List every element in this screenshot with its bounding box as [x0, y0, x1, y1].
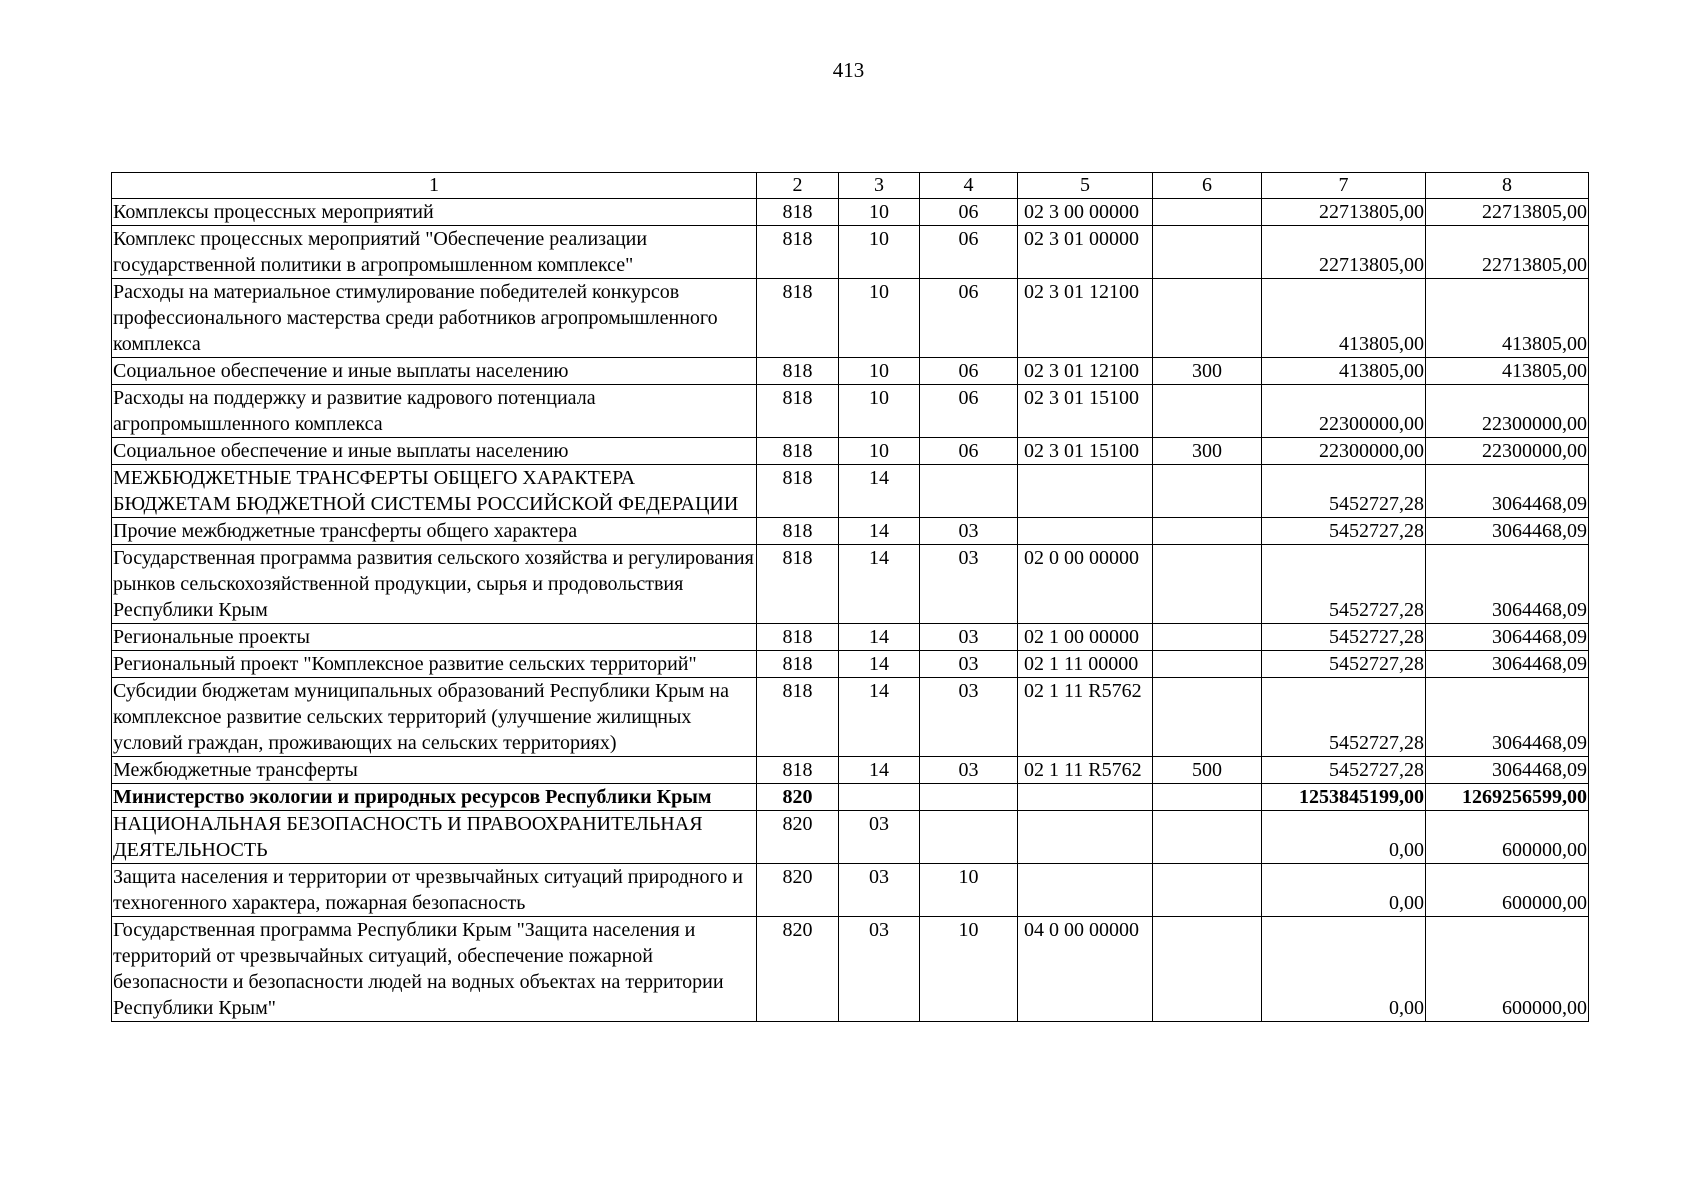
table-row [112, 358, 1589, 385]
target-article-cell: 02 3 00 00000 [1018, 199, 1153, 226]
expense-type-cell [1153, 226, 1262, 279]
row-name-cell: Прочие межбюджетные трансферты общего характера [112, 518, 757, 545]
expense-type-cell: 300 [1153, 438, 1262, 465]
subsection-cell: 03 [920, 678, 1018, 757]
section-cell: 10 [839, 358, 920, 385]
target-article-cell: 02 1 11 00000 [1018, 651, 1153, 678]
target-article-cell: 02 1 00 00000 [1018, 624, 1153, 651]
amount-year2-cell: 3064468,09 [1426, 651, 1589, 678]
amount-year2-cell: 3064468,09 [1426, 545, 1589, 624]
column-header: 4 [920, 173, 1018, 199]
expense-type-cell [1153, 784, 1262, 811]
expense-type-cell [1153, 917, 1262, 1022]
section-cell: 14 [839, 465, 920, 518]
admin-code-cell: 818 [757, 757, 839, 784]
admin-code-cell: 818 [757, 651, 839, 678]
amount-year2-cell: 22713805,00 [1426, 226, 1589, 279]
page-number: 413 [832, 58, 865, 82]
subsection-cell: 10 [920, 917, 1018, 1022]
target-article-cell: 02 3 01 15100 [1018, 385, 1153, 438]
row-name-cell: НАЦИОНАЛЬНАЯ БЕЗОПАСНОСТЬ И ПРАВООХРАНИТЕЛЬНАЯ ДЕЯТЕЛЬНОСТЬ [112, 811, 757, 864]
subsection-cell: 06 [920, 358, 1018, 385]
admin-code-cell: 820 [757, 917, 839, 1022]
row-name-cell: Субсидии бюджетам муниципальных образований Республики Крым на комплексное развитие сельских территорий (улучшение жилищных условий граждан, проживающих на сельских территориях) [112, 678, 757, 757]
admin-code-cell: 818 [757, 226, 839, 279]
column-header: 2 [757, 173, 839, 199]
row-name-cell: Комплексы процессных мероприятий [112, 199, 757, 226]
target-article-cell: 02 3 01 00000 [1018, 226, 1153, 279]
target-article-cell [1018, 811, 1153, 864]
table-row [112, 651, 1589, 678]
target-article-cell: 02 1 11 R5762 [1018, 678, 1153, 757]
amount-year1-cell: 5452727,28 [1262, 624, 1426, 651]
subsection-cell: 03 [920, 651, 1018, 678]
amount-year2-cell: 600000,00 [1426, 864, 1589, 917]
admin-code-cell: 820 [757, 784, 839, 811]
expense-type-cell [1153, 465, 1262, 518]
table-row [112, 917, 1589, 1022]
column-header: 3 [839, 173, 920, 199]
subsection-cell: 06 [920, 438, 1018, 465]
subsection-cell: 06 [920, 385, 1018, 438]
section-cell: 10 [839, 226, 920, 279]
section-cell: 10 [839, 279, 920, 358]
row-name-cell: Социальное обеспечение и иные выплаты населению [112, 438, 757, 465]
column-header: 7 [1262, 173, 1426, 199]
subsection-cell [920, 811, 1018, 864]
expense-type-cell [1153, 651, 1262, 678]
subsection-cell [920, 784, 1018, 811]
section-cell: 10 [839, 385, 920, 438]
admin-code-cell: 818 [757, 358, 839, 385]
expense-type-cell: 300 [1153, 358, 1262, 385]
subsection-cell: 06 [920, 279, 1018, 358]
admin-code-cell: 818 [757, 438, 839, 465]
target-article-cell [1018, 784, 1153, 811]
target-article-cell [1018, 518, 1153, 545]
expense-type-cell: 500 [1153, 757, 1262, 784]
row-name-cell: Государственная программа Республики Крым "Защита населения и территорий от чрезвычайных ситуаций, обеспечение пожарной безопасности и безопасности людей на водных объектах на территории Республики Крым" [112, 917, 757, 1022]
column-header: 6 [1153, 173, 1262, 199]
table-row [112, 811, 1589, 864]
amount-year2-cell: 3064468,09 [1426, 624, 1589, 651]
target-article-cell: 02 3 01 12100 [1018, 358, 1153, 385]
amount-year1-cell: 413805,00 [1262, 358, 1426, 385]
section-cell [839, 784, 920, 811]
amount-year1-cell: 413805,00 [1262, 279, 1426, 358]
table-row [112, 518, 1589, 545]
table-row [112, 199, 1589, 226]
row-name-cell: Защита населения и территории от чрезвычайных ситуаций природного и техногенного характера, пожарная безопасность [112, 864, 757, 917]
row-name-cell: Комплекс процессных мероприятий "Обеспечение реализации государственной политики в агропромышленном комплексе" [112, 226, 757, 279]
amount-year2-cell: 413805,00 [1426, 279, 1589, 358]
row-name-cell: Межбюджетные трансферты [112, 757, 757, 784]
section-cell: 14 [839, 624, 920, 651]
row-name-cell: Расходы на материальное стимулирование победителей конкурсов профессионального мастерства среди работников агропромышленного комплекса [112, 279, 757, 358]
expense-type-cell [1153, 279, 1262, 358]
subsection-cell: 10 [920, 864, 1018, 917]
amount-year1-cell: 22713805,00 [1262, 199, 1426, 226]
section-cell: 03 [839, 811, 920, 864]
column-header: 1 [112, 173, 757, 199]
subsection-cell: 06 [920, 199, 1018, 226]
target-article-cell: 02 3 01 12100 [1018, 279, 1153, 358]
expense-type-cell [1153, 811, 1262, 864]
section-cell: 14 [839, 518, 920, 545]
amount-year1-cell: 5452727,28 [1262, 757, 1426, 784]
section-cell: 03 [839, 864, 920, 917]
table-row [112, 385, 1589, 438]
table-row [112, 438, 1589, 465]
admin-code-cell: 818 [757, 279, 839, 358]
expense-type-cell [1153, 864, 1262, 917]
row-name-cell: Региональный проект "Комплексное развитие сельских территорий" [112, 651, 757, 678]
subsection-cell: 03 [920, 624, 1018, 651]
amount-year1-cell: 0,00 [1262, 864, 1426, 917]
target-article-cell: 02 3 01 15100 [1018, 438, 1153, 465]
subsection-cell [920, 465, 1018, 518]
amount-year1-cell: 22300000,00 [1262, 385, 1426, 438]
table-row [112, 757, 1589, 784]
section-cell: 14 [839, 757, 920, 784]
expense-type-cell [1153, 624, 1262, 651]
table-row [112, 465, 1589, 518]
table-row [112, 226, 1589, 279]
subsection-cell: 03 [920, 518, 1018, 545]
admin-code-cell: 820 [757, 811, 839, 864]
amount-year1-cell: 0,00 [1262, 917, 1426, 1022]
row-name-cell: Социальное обеспечение и иные выплаты населению [112, 358, 757, 385]
table-header-row [112, 173, 1589, 199]
section-cell: 10 [839, 438, 920, 465]
admin-code-cell: 818 [757, 545, 839, 624]
section-cell: 10 [839, 199, 920, 226]
amount-year2-cell: 600000,00 [1426, 917, 1589, 1022]
amount-year2-cell: 22300000,00 [1426, 438, 1589, 465]
table-row [112, 864, 1589, 917]
row-name-cell: Государственная программа развития сельского хозяйства и регулирования рынков сельскохозяйственной продукции, сырья и продовольствия Республики Крым [112, 545, 757, 624]
admin-code-cell: 818 [757, 624, 839, 651]
table-row [112, 624, 1589, 651]
row-name-cell: Расходы на поддержку и развитие кадрового потенциала агропромышленного комплекса [112, 385, 757, 438]
target-article-cell: 02 0 00 00000 [1018, 545, 1153, 624]
amount-year2-cell: 600000,00 [1426, 811, 1589, 864]
subsection-cell: 03 [920, 757, 1018, 784]
amount-year1-cell: 5452727,28 [1262, 651, 1426, 678]
section-cell: 14 [839, 678, 920, 757]
table-row [112, 678, 1589, 757]
subsection-cell: 03 [920, 545, 1018, 624]
table-row [112, 279, 1589, 358]
section-cell: 03 [839, 917, 920, 1022]
subsection-cell: 06 [920, 226, 1018, 279]
admin-code-cell: 820 [757, 864, 839, 917]
admin-code-cell: 818 [757, 518, 839, 545]
target-article-cell [1018, 465, 1153, 518]
expense-type-cell [1153, 678, 1262, 757]
row-name-cell: МЕЖБЮДЖЕТНЫЕ ТРАНСФЕРТЫ ОБЩЕГО ХАРАКТЕРА БЮДЖЕТАМ БЮДЖЕТНОЙ СИСТЕМЫ РОССИЙСКОЙ ФЕДЕРАЦИИ [112, 465, 757, 518]
section-cell: 14 [839, 651, 920, 678]
amount-year1-cell: 22300000,00 [1262, 438, 1426, 465]
amount-year1-cell: 5452727,28 [1262, 518, 1426, 545]
column-header: 5 [1018, 173, 1153, 199]
amount-year1-cell: 1253845199,00 [1262, 784, 1426, 811]
amount-year2-cell: 22713805,00 [1426, 199, 1589, 226]
expense-type-cell [1153, 199, 1262, 226]
table-row [112, 784, 1589, 811]
target-article-cell [1018, 864, 1153, 917]
expense-type-cell [1153, 518, 1262, 545]
amount-year1-cell: 5452727,28 [1262, 678, 1426, 757]
admin-code-cell: 818 [757, 678, 839, 757]
target-article-cell: 02 1 11 R5762 [1018, 757, 1153, 784]
amount-year2-cell: 1269256599,00 [1426, 784, 1589, 811]
amount-year2-cell: 3064468,09 [1426, 518, 1589, 545]
admin-code-cell: 818 [757, 199, 839, 226]
amount-year2-cell: 3064468,09 [1426, 465, 1589, 518]
amount-year2-cell: 3064468,09 [1426, 757, 1589, 784]
amount-year1-cell: 0,00 [1262, 811, 1426, 864]
admin-code-cell: 818 [757, 385, 839, 438]
expense-type-cell [1153, 545, 1262, 624]
amount-year1-cell: 5452727,28 [1262, 465, 1426, 518]
amount-year2-cell: 22300000,00 [1426, 385, 1589, 438]
column-header: 8 [1426, 173, 1589, 199]
row-name-cell: Региональные проекты [112, 624, 757, 651]
target-article-cell: 04 0 00 00000 [1018, 917, 1153, 1022]
amount-year1-cell: 5452727,28 [1262, 545, 1426, 624]
section-cell: 14 [839, 545, 920, 624]
table-row [112, 545, 1589, 624]
budget-table [111, 172, 1589, 1022]
row-name-cell: Министерство экологии и природных ресурсов Республики Крым [112, 784, 757, 811]
admin-code-cell: 818 [757, 465, 839, 518]
amount-year2-cell: 3064468,09 [1426, 678, 1589, 757]
amount-year2-cell: 413805,00 [1426, 358, 1589, 385]
amount-year1-cell: 22713805,00 [1262, 226, 1426, 279]
expense-type-cell [1153, 385, 1262, 438]
